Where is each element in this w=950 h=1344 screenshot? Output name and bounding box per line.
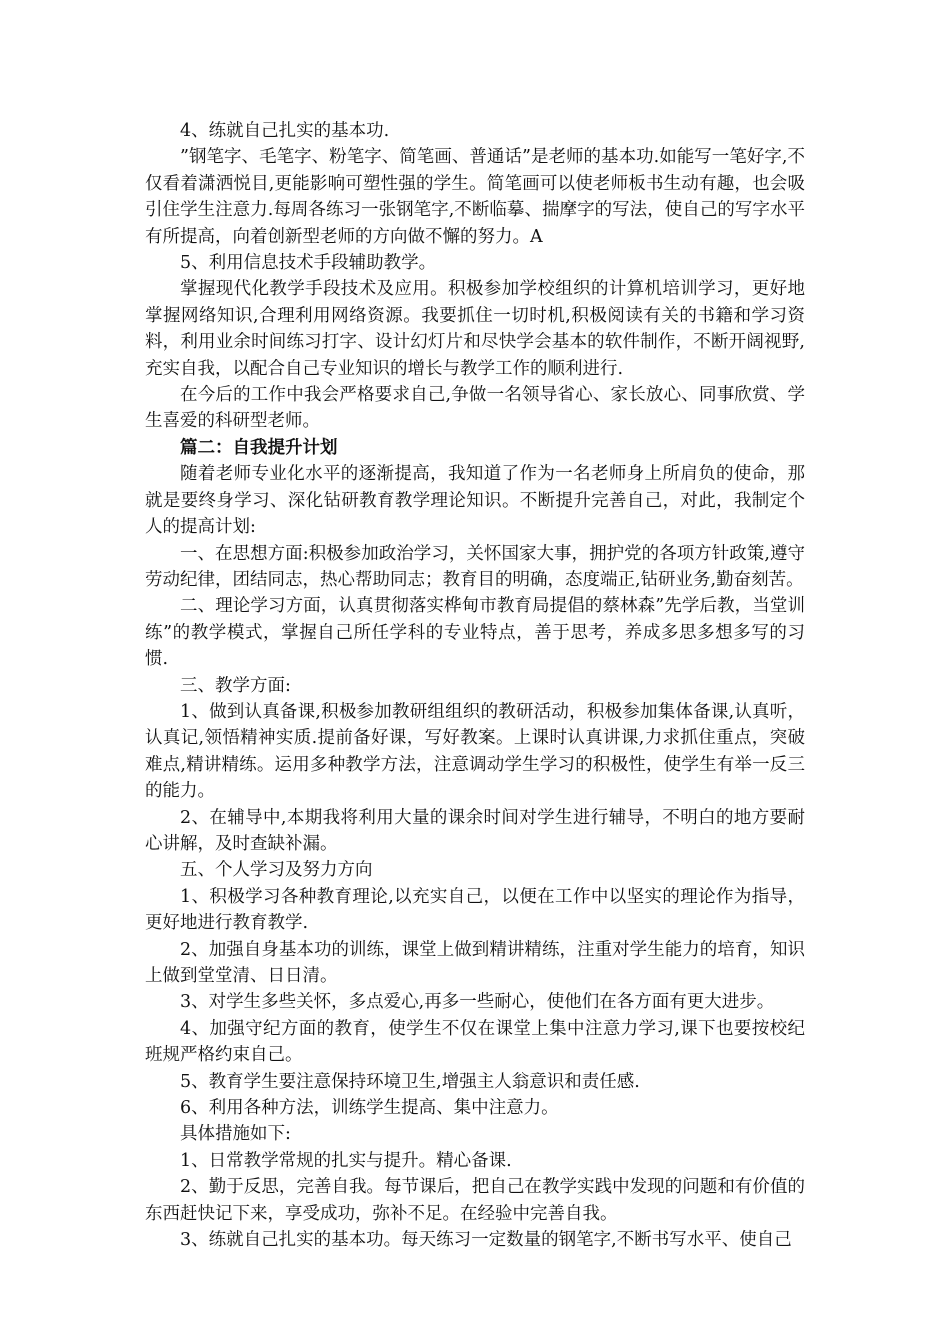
paragraph-measures-heading: 具体措施如下: <box>180 1124 291 1145</box>
paragraph-personal-4: 4、加强守纪方面的教育，使学生不仅在课堂上集中注意力学习,课下也要按校纪班规严格约束自己。 <box>145 1018 805 1066</box>
section-heading-part-two: 篇二：自我提升计划 <box>180 437 338 458</box>
paragraph-basic-skills-heading: 4、练就自己扎实的基本功. <box>180 121 390 141</box>
paragraph-thought: 一、在思想方面:积极参加政治学习，关怀国家大事，拥护党的各项方针政策,遵守劳动纪律，团结同志，热心帮助同志；教育目的明确，态度端正,钻研业务,勤奋刻苦。 <box>145 543 805 590</box>
paragraph-measures-2: 2、勤于反思，完善自我。每节课后，把自己在教学实践中发现的问题和有价值的东西赶快记下来，享受成功，弥补不足。在经验中完善自我。 <box>145 1177 805 1224</box>
paragraph-personal-1: 1、积极学习各种教育理论,以充实自己，以便在工作中以坚实的理论作为指导，更好地进行教育教学. <box>145 886 805 934</box>
paragraph-teaching-1: 1、做到认真备课,积极参加教研组组织的教研活动，积极参加集体备课,认真听，认真记,领悟精神实质.提前备好课，写好教案。上课时认真讲课,力求抓住重点，突破难点,精讲精练。运用多种教学方法，注意调动学生学习的积极性，使学生有举一反三的能力。 <box>145 701 805 802</box>
paragraph-it-heading: 5、利用信息技术手段辅助教学。 <box>180 253 437 274</box>
paragraph-personal-6: 6、利用各种方法，训练学生提高、集中注意力。 <box>180 1098 559 1119</box>
paragraph-measures-1: 1、日常教学常规的扎实与提升。精心备课. <box>180 1150 512 1171</box>
paragraph-personal-2: 2、加强自身基本功的训练，课堂上做到精讲精练，注重对学生能力的培育，知识上做到堂堂清、日日清。 <box>145 939 805 986</box>
paragraph-measures-3: 3、练就自己扎实的基本功。每天练习一定数量的钢笔字,不断书写水平、使自己 <box>180 1230 792 1251</box>
paragraph-personal-5: 5、教育学生要注意保持环境卫生,增强主人翁意识和责任感. <box>180 1071 640 1092</box>
paragraph-theory: 二、理论学习方面，认真贯彻落实桦甸市教育局提倡的蔡林森”先学后教，当堂训练”的教学模式，掌握自己所任学科的专业特点，善于思考，养成多思多想多写的习惯. <box>145 596 805 670</box>
paragraph-future: 在今后的工作中我会严格要求自己,争做一名领导省心、家长放心、同事欣赏、学生喜爱的科研型老师。 <box>145 385 805 432</box>
paragraph-intro: 随着老师专业化水平的逐渐提高，我知道了作为一名老师身上所肩负的使命，那就是要终身学习、深化钻研教育教学理论知识。不断提升完善自己，对此，我制定个人的提高计划: <box>145 464 805 538</box>
paragraph-personal-heading: 五、个人学习及努力方向 <box>180 860 373 881</box>
paragraph-teaching-heading: 三、教学方面: <box>180 675 291 696</box>
paragraph-it: 掌握现代化教学手段技术及应用。积极参加学校组织的计算机培训学习，更好地掌握网络知识,合理利用网络资源。我要抓住一切时机,积极阅读有关的书籍和学习资料，利用业余时间练习打字、设计幻灯片和尽快学会基本的软件制作，不断开阔视野,充实自我，以配合自己专业知识的增长与教学工作的顺利进行. <box>145 279 805 379</box>
document-body <box>145 118 805 1253</box>
paragraph-basic-skills: ”钢笔字、毛笔字、粉笔字、简笔画、普通话”是老师的基本功.如能写一笔好字,不仅看着潇洒悦目,更能影响可塑性强的学生。简笔画可以使老师板书生动有趣，也会吸引住学生注意力.每周各练习一张钢笔字,不断临摹、揣摩字的写法，使自己的写字水平有所提高，向着创新型老师的方向做不懈的努力。A <box>145 147 805 247</box>
paragraph-teaching-2: 2、在辅导中,本期我将利用大量的课余时间对学生进行辅导，不明白的地方要耐心讲解，及时查缺补漏。 <box>145 807 805 854</box>
paragraph-personal-3: 3、对学生多些关怀，多点爱心,再多一些耐心，使他们在各方面有更大进步。 <box>180 992 775 1013</box>
